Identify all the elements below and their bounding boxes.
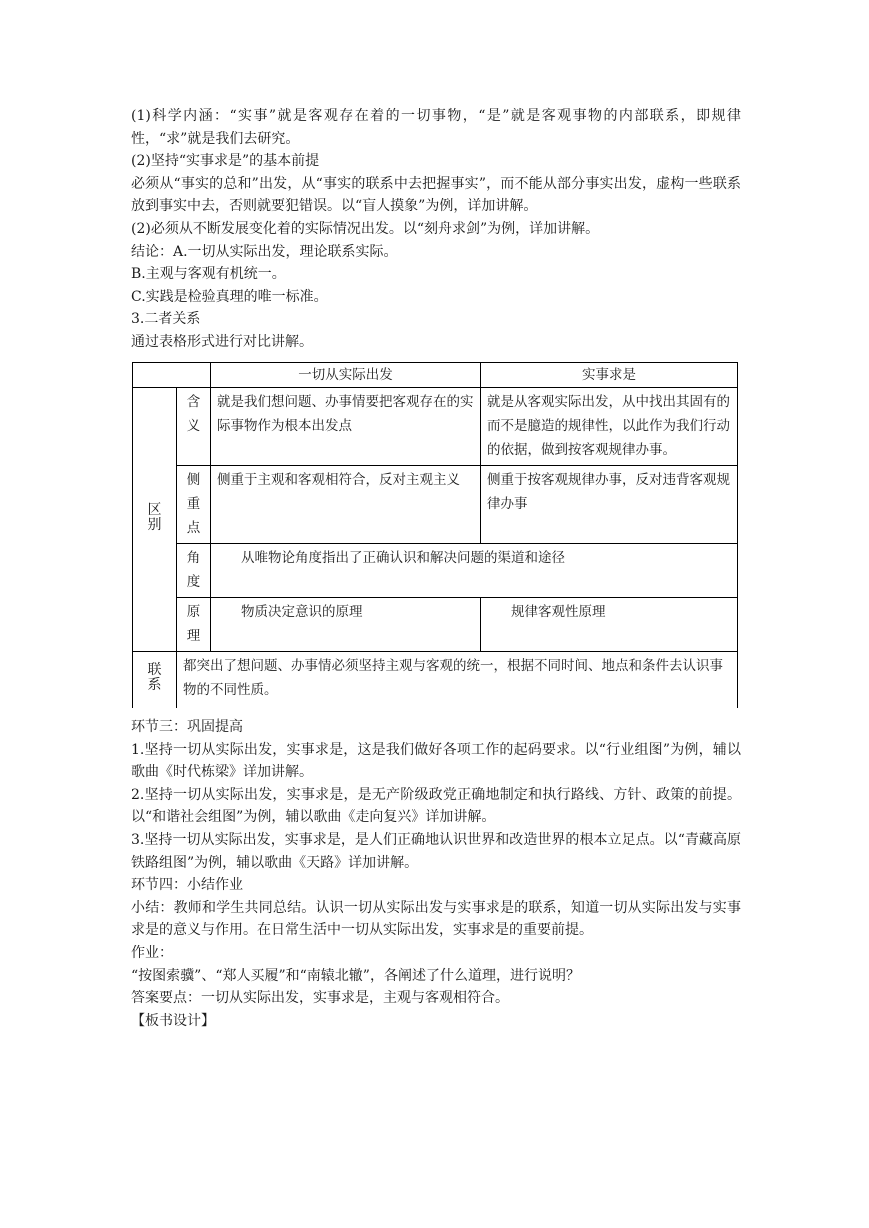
top-text-block [131, 105, 741, 354]
paragraph-summary: 小结：教师和学生共同总结。认识一切从实际出发与实事求是的联系，知道一切从实际出发与实事求是的意义与作用。在日常生活中一切从实际出发，实事求是的重要前提。 [131, 899, 741, 939]
meaning-cell-b: 就是从客观实际出发，从中找出其固有的而不是臆造的规律性，以此作为我们行动的依据，做到按客观规律办事。 [481, 388, 738, 466]
header-col-a: 一切从实际出发 [211, 363, 481, 388]
row-label-angle: 角 度 [177, 544, 211, 598]
table-row-principle [133, 598, 738, 652]
paragraph-board-design: 【板书设计】 [131, 1012, 215, 1029]
paragraph-premise-heading: (2)坚持“实事求是”的基本前提 [131, 153, 320, 170]
section-heading-consolidate: 环节三：巩固提高 [131, 719, 243, 735]
bottom-text-block [131, 716, 741, 1032]
paragraph-scientific-meaning: (1)科学内涵：“实事”就是客观存在着的一切事物，“是”就是客观事物的内部联系，即规律性，“求”就是我们去研究。 [131, 108, 741, 147]
table-row-angle [133, 544, 738, 598]
paragraph-point-2: 2.坚持一切从实际出发，实事求是，是无产阶级政党正确地制定和执行路线、方针、政策的前提。以“和谐社会组图”为例，辅以歌曲《走向复兴》详加讲解。 [131, 786, 741, 826]
angle-cell: 从唯物论角度指出了正确认识和解决问题的渠道和途径 [211, 544, 738, 598]
paragraph-conclusion-a: 结论：A.一切从实际出发，理论联系实际。 [131, 243, 398, 260]
focus-cell-a: 侧重于主观和客观相符合，反对主观主义 [211, 466, 481, 544]
row-label-focus: 侧 重 点 [177, 466, 211, 544]
group-label-difference: 区 别 [133, 388, 177, 652]
paragraph-relation-heading: 3.二者关系 [131, 311, 201, 328]
paragraph-conclusion-b: B.主观与客观有机统一。 [131, 266, 286, 283]
section-heading-summary: 环节四：小结作业 [131, 877, 243, 894]
paragraph-homework-question: “按图索骥”、“郑人买履”和“南辕北辙”，各阐述了什么道理，进行说明？ [131, 967, 580, 984]
table-header-row [133, 363, 738, 388]
principle-cell-b: 规律客观性原理 [481, 598, 738, 652]
paragraph-homework-label: 作业： [131, 944, 173, 961]
paragraph-table-intro: 通过表格形式进行对比讲解。 [131, 333, 313, 350]
focus-cell-b: 侧重于按客观规律办事，反对违背客观规律办事 [481, 466, 738, 544]
paragraph-point-3: 3.坚持一切从实际出发，实事求是，是人们正确地认识世界和改造世界的根本立足点。以“青藏高原铁路组图”为例，辅以歌曲《天路》详加讲解。 [131, 831, 741, 871]
meaning-cell-a: 就是我们想问题、办事情要把客观存在的实际事物作为根本出发点 [211, 388, 481, 466]
principle-cell-a: 物质决定意识的原理 [211, 598, 481, 652]
header-empty-cell [133, 363, 211, 388]
comparison-table [132, 362, 738, 708]
paragraph-premise-body: 必须从“事实的总和”出发，从“事实的联系中去把握事实”，而不能从部分事实出发，虚构一些联系放到事实中去，否则就要犯错误。以“盲人摸象”为例，详加讲解。 [131, 175, 741, 215]
group-label-link: 联 系 [133, 652, 177, 708]
paragraph-conclusion-c: C.实践是检验真理的唯一标准。 [131, 288, 328, 305]
header-col-b: 实事求是 [481, 363, 738, 388]
paragraph-changing-reality: (2)必须从不断发展变化着的实际情况出发。以“刻舟求剑”为例，详加讲解。 [131, 220, 600, 237]
paragraph-point-1: 1.坚持一切从实际出发，实事求是，这是我们做好各项工作的起码要求。以“行业组图”为例，辅以歌曲《时代栋梁》详加讲解。 [131, 741, 741, 781]
link-cell: 都突出了想问题、办事情必须坚持主观与客观的统一，根据不同时间、地点和条件去认识事物的不同性质。 [177, 652, 738, 708]
table-row-meaning [133, 388, 738, 466]
table-row-focus [133, 466, 738, 544]
paragraph-answer-points: 答案要点：一切从实际出发，实事求是，主观与客观相符合。 [131, 990, 509, 1007]
row-label-principle: 原 理 [177, 598, 211, 652]
row-label-meaning: 含 义 [177, 388, 211, 466]
table-row-link [133, 652, 738, 708]
